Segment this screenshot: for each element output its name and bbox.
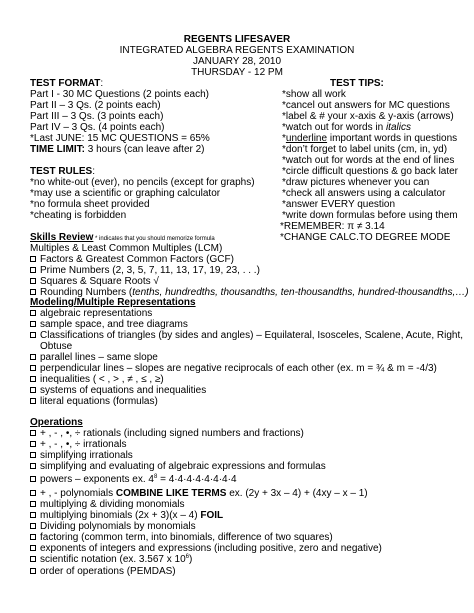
checkbox [30, 534, 36, 540]
checkbox [30, 490, 36, 496]
operations-text: order of operations (PEMDAS) [40, 566, 176, 577]
checkbox [30, 376, 36, 382]
operations-text: ) [188, 554, 193, 565]
tip-line: *label & # your x-axis & y-axis (arrows) [282, 111, 454, 122]
modeling-text: Classifications of triangles (by sides and angles) – Equilateral, Isosceles, Scalene, Acute, Right, [40, 330, 463, 341]
test-rules-label: TEST RULES [30, 166, 93, 177]
modeling-item [30, 330, 463, 342]
checkbox [30, 256, 36, 262]
checkbox [30, 463, 36, 469]
checkbox [30, 289, 36, 295]
checkbox [30, 310, 36, 316]
operations-text: = 4·4·4·4·4·4·4·4 [157, 474, 237, 485]
modeling-heading: Modeling/Multiple Representations [30, 297, 196, 308]
exam-name: INTEGRATED ALGEBRA REGENTS EXAMINATION [119, 45, 355, 56]
exam-date: JANUARY 28, 2010 [192, 56, 282, 67]
format-line: Part III – 3 Qs. (3 points each) [30, 111, 164, 122]
modeling-text: sample space, and tree diagrams [40, 319, 188, 330]
time-limit-value: 3 hours (can leave after 2) [85, 144, 205, 155]
operations-text: multiplying & dividing monomials [40, 499, 185, 510]
tip-line: *watch out for words at the end of lines [282, 155, 455, 166]
checkbox [30, 523, 36, 529]
modeling-text: literal equations (formulas) [40, 396, 158, 407]
exam-time: THURSDAY - 12 PM [191, 67, 283, 78]
checkbox [30, 512, 36, 518]
modeling-text: systems of equations and inequalities [40, 385, 207, 396]
tip-italic-word: italics [385, 122, 411, 133]
operations-text: simplifying irrationals [40, 450, 133, 461]
modeling-text: parallel lines – same slope [40, 352, 158, 363]
rule-line: *no white-out (ever), no pencils (except for graphs) [30, 177, 255, 188]
skill-item: Multiples & Least Common Multiples (LCM) [30, 243, 223, 254]
rule-line: *cheating is forbidden [30, 210, 127, 221]
operations-text: exponents of integers and expressions (including positive, zero and negative) [40, 543, 382, 554]
test-format-colon: : [100, 78, 104, 89]
checkbox [30, 452, 36, 458]
operations-item [30, 566, 176, 578]
modeling-item-continued: Obtuse [40, 341, 73, 352]
operations-text: ex. (2y + 3x – 4) + (4xy – x – 1) [226, 488, 368, 499]
checkbox [30, 365, 36, 371]
rule-line: *no formula sheet provided [30, 199, 150, 210]
format-line: Part IV – 3 Qs. (4 points each) [30, 122, 165, 133]
checkbox [30, 545, 36, 551]
modeling-text: algebraic representations [40, 308, 153, 319]
format-line: *Last JUNE: 15 MC QUESTIONS = 65% [30, 133, 210, 144]
tip-line: *write down formulas before using them [282, 210, 458, 221]
operations-heading: Operations [30, 417, 83, 428]
format-line: Part II – 3 Qs. (2 points each) [30, 100, 161, 111]
skill-text: Rounding Numbers ( [40, 287, 133, 298]
checkbox [30, 267, 36, 273]
operations-item [30, 554, 192, 566]
checkbox [30, 398, 36, 404]
operations-text: multiplying binomials (2x + 3)(x – 4) [40, 510, 201, 521]
operations-bold-text: FOIL [200, 510, 224, 521]
operations-text: powers – exponents ex. 4 [40, 474, 154, 485]
skill-text: Prime Numbers (2, 3, 5, 7, 11, 13, 17, 19, 23, . . .) [40, 265, 260, 276]
checkbox [30, 332, 36, 338]
tip-line: *don’t forget to label units (cm, in, yd) [282, 144, 448, 155]
checkbox [30, 476, 36, 482]
rule-line: *may use a scientific or graphing calculator [30, 188, 221, 199]
skill-text: Squares & Square Roots [40, 276, 154, 287]
format-line: Part I - 30 MC Questions (2 points each) [30, 89, 209, 100]
square-root-icon: √ [153, 276, 159, 287]
exponent: 6 [185, 554, 189, 560]
modeling-item [30, 396, 158, 408]
tip-line: *circle difficult questions & go back later [282, 166, 459, 177]
tip-line: *check all answers using a calculator [282, 188, 446, 199]
test-format-label: TEST FORMAT [30, 78, 101, 89]
tip-line: *answer EVERY question [282, 199, 396, 210]
operations-item [30, 474, 237, 486]
checkbox [30, 430, 36, 436]
tip-underlined-word: underline [285, 133, 328, 144]
tip-line: *show all work [282, 89, 346, 100]
operations-text: scientific notation (ex. 3.567 x 10 [40, 554, 186, 565]
operations-text: Dividing polynomials by monomials [40, 521, 196, 532]
operations-text: factoring (common term, into binomials, difference of two squares) [40, 532, 333, 543]
checkbox [30, 278, 36, 284]
tip-text: *watch out for words in [282, 122, 386, 133]
skill-text: Factors & Greatest Common Factors (GCF) [40, 254, 234, 265]
tip-line: *CHANGE CALC.TO DEGREE MODE [280, 232, 451, 243]
tip-line: *REMEMBER: π ≠ 3.14 [280, 221, 385, 232]
checkbox [30, 501, 36, 507]
checkbox [30, 387, 36, 393]
checkbox [30, 321, 36, 327]
document-title: REGENTS LIFESAVER [183, 34, 291, 45]
operations-bold-text: COMBINE LIKE TERMS [115, 488, 227, 499]
skills-review-label: Skills Review [30, 232, 94, 243]
test-rules-colon: : [92, 166, 96, 177]
checkbox [30, 556, 36, 562]
checkbox [30, 441, 36, 447]
skills-review-note: * indicates that you should memorize formula [93, 236, 215, 242]
operations-item [30, 461, 326, 473]
tip-text: important words in questions [327, 133, 458, 144]
skill-italic-text: tenths, hundredths, thousandths, ten-thousandths, hundred-thousandths,…) [132, 287, 469, 298]
time-limit [30, 144, 205, 156]
operations-text: simplifying and evaluating of algebraic expressions and formulas [40, 461, 326, 472]
time-limit-label: TIME LIMIT: [30, 144, 85, 155]
exponent: 8 [153, 474, 158, 480]
operations-text: + , - , •, ÷ irrationals [40, 439, 127, 450]
tip-line: *cancel out answers for MC questions [282, 100, 450, 111]
tip-line: *draw pictures whenever you can [282, 177, 430, 188]
modeling-text: perpendicular lines – slopes are negative reciprocals of each other (ex. m = ¾ & m = -4/3) [40, 363, 437, 374]
modeling-text: inequalities ( < , > , ≠ , ≤ , ≥) [40, 374, 164, 385]
checkbox [30, 354, 36, 360]
tip-text: * [282, 133, 286, 144]
operations-text: + , - polynomials [40, 488, 116, 499]
operations-text: + , - , •, ÷ rationals (including signed numbers and fractions) [40, 428, 304, 439]
test-tips-heading: TEST TIPS: [330, 78, 384, 89]
checkbox [30, 568, 36, 574]
